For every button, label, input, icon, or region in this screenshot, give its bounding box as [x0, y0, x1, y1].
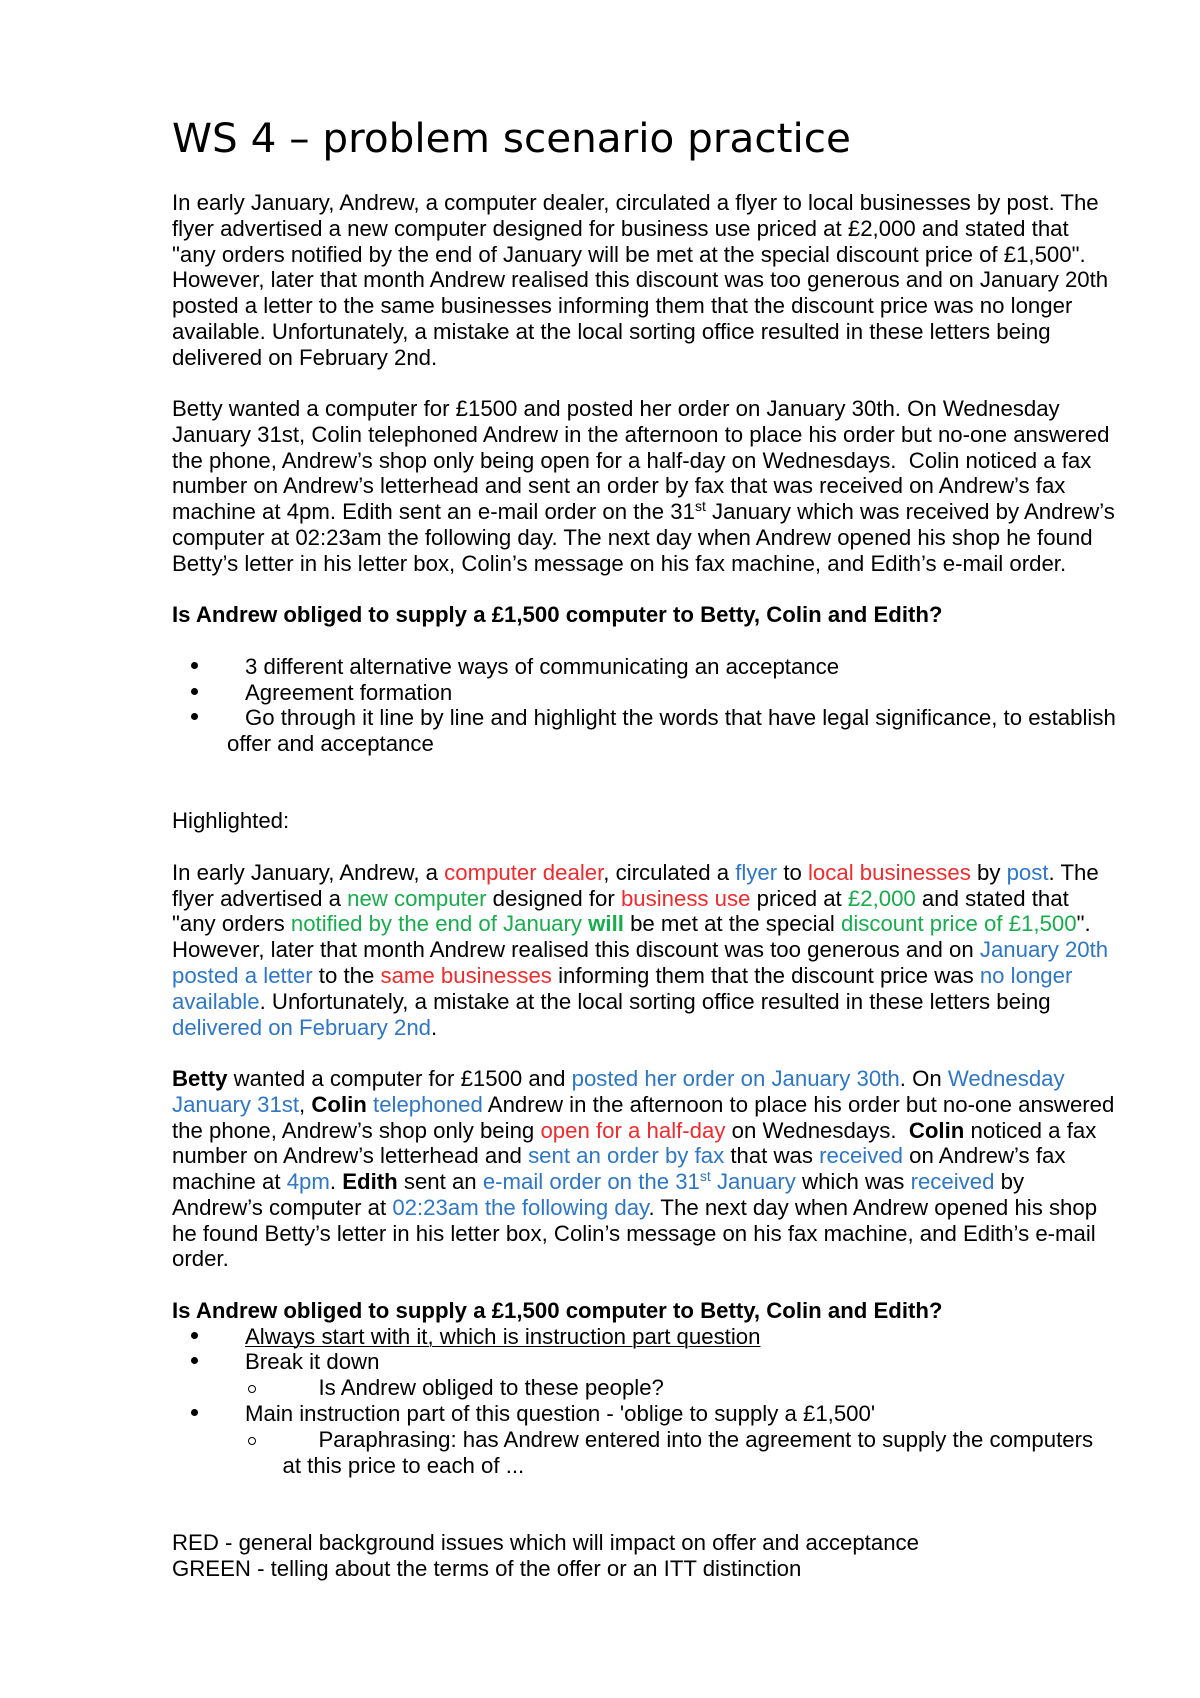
- highlighted-text: January 31st: [172, 1091, 300, 1117]
- text-line: [172, 1118, 1162, 1144]
- highlighted-text: local businesses: [808, 859, 971, 885]
- text-line: [172, 911, 1162, 937]
- highlighted-text: £2,000: [847, 885, 916, 911]
- text-line: [245, 1324, 1162, 1350]
- bold-text: Colin: [908, 1117, 965, 1143]
- text-segment: by: [994, 1169, 1025, 1195]
- text-line: "any orders notified by the end of January will be met at the special discount price of £1,500".: [172, 241, 1086, 267]
- highlighted-text: received: [819, 1143, 904, 1169]
- text-segment: the phone, Andrew’s shop only being: [172, 1117, 541, 1143]
- text-line: Agreement formation: [245, 679, 453, 705]
- text-line: Main instruction part of this question - 'oblige to supply a £1,500': [245, 1400, 876, 1426]
- text-segment: st: [694, 498, 706, 515]
- text-line: [172, 1195, 1162, 1221]
- analysis-list: [172, 1324, 1162, 1479]
- text-segment: . Unfortunately, a mistake at the local sorting office resulted in these letters being: [259, 988, 1051, 1014]
- text-segment: designed for: [486, 885, 621, 911]
- text-segment: wanted a computer for £1500 and: [227, 1066, 572, 1092]
- text-line: delivered on February 2nd.: [172, 344, 438, 370]
- sub-list-item-text: [172, 1427, 1162, 1479]
- text-segment: ".: [1076, 911, 1091, 937]
- highlighted-text: 02:23am the following day: [392, 1194, 649, 1220]
- text-line: order.: [172, 1246, 229, 1272]
- document-title: WS 4 – problem scenario practice: [172, 114, 851, 162]
- text-line: computer at 02:23am the following day. The next day when Andrew opened his shop he found: [172, 524, 1093, 550]
- highlighted-text: e-mail order on the 31: [482, 1169, 700, 1195]
- highlighted-text: no longer: [979, 962, 1073, 988]
- text-line: [172, 1143, 1162, 1169]
- highlighted-text: Wednesday: [947, 1066, 1065, 1092]
- text-segment: flyer advertised a: [172, 885, 348, 911]
- text-line: [172, 963, 1162, 989]
- text-line: Is Andrew obliged to these people?: [318, 1375, 664, 1401]
- text-segment: sent an: [397, 1169, 483, 1195]
- highlighted-text: posted a letter: [172, 962, 313, 988]
- list-item-text: [172, 654, 1162, 680]
- list-item: [172, 680, 1162, 706]
- text-segment: . The: [1048, 859, 1099, 885]
- text-segment: to: [777, 859, 808, 885]
- highlighted-text: discount price of £1,500: [841, 911, 1077, 937]
- text-line: posted a letter to the same businesses informing them that the discount price was no longer: [172, 293, 1073, 319]
- text-segment: that was: [724, 1143, 820, 1169]
- highlighted-text: notified by the end of January: [290, 911, 582, 937]
- highlighted-text: posted her order on January 30th: [571, 1066, 900, 1092]
- list-item: [172, 1349, 1162, 1375]
- highlighted-text: will: [588, 911, 624, 937]
- highlighted-paragraph: [172, 1066, 1162, 1272]
- list-item: [172, 705, 1162, 757]
- list-item-text: [172, 680, 1162, 706]
- sub-list-item-text: [172, 1375, 1162, 1401]
- text-segment: number on Andrew’s letterhead and: [172, 1143, 529, 1169]
- highlighted-text: open for a half-day: [540, 1117, 726, 1143]
- document-page: [172, 114, 1162, 1581]
- list-item-text: [172, 1401, 1162, 1427]
- text-segment: Andrew’s computer at: [172, 1194, 393, 1220]
- text-line: Break it down: [245, 1349, 380, 1375]
- highlighted-paragraph: [172, 860, 1162, 1040]
- highlighted-text: new computer: [347, 885, 487, 911]
- highlighted-text: January 20th: [979, 937, 1109, 963]
- text-line: flyer advertised a new computer designed for business use priced at £2,000 and stated that: [172, 215, 1069, 241]
- text-line: he found Betty’s letter in his letter box, Colin’s message on his fax machine, and Edith’s e-mail: [172, 1220, 1096, 1246]
- text-line: Betty wanted a computer for £1500 and posted her order on January 30th. On Wednesday: [172, 396, 1060, 422]
- sub-list-item: [172, 1375, 1162, 1401]
- highlighted-text: telephoned: [373, 1091, 483, 1117]
- text-segment: . On: [899, 1066, 948, 1092]
- text-segment: to the: [312, 962, 381, 988]
- text-segment: , circulated a: [603, 859, 736, 885]
- text-segment: January which was received by Andrew’s: [705, 499, 1115, 525]
- scenario-paragraph: [172, 396, 1162, 576]
- highlighted-text: sent an order by fax: [528, 1143, 725, 1169]
- text-segment: In early January, Andrew, a: [172, 859, 445, 885]
- bullet-icon: [191, 1409, 198, 1416]
- text-segment: .: [431, 1014, 438, 1040]
- bullet-icon: [191, 1357, 198, 1364]
- text-segment: . The next day when Andrew opened his shop: [648, 1194, 1098, 1220]
- text-line: However, later that month Andrew realised this discount was too generous and on January 20th: [172, 267, 1109, 293]
- highlighted-text: delivered on February 2nd: [172, 1014, 432, 1040]
- text-line: at this price to each of ...: [282, 1452, 525, 1478]
- bold-text: Edith: [342, 1169, 398, 1195]
- text-segment: which was: [795, 1169, 911, 1195]
- text-line: 3 different alternative ways of communicating an acceptance: [245, 653, 840, 679]
- text-segment: be met at the special: [623, 911, 841, 937]
- text-line: offer and acceptance: [227, 731, 434, 757]
- text-line: [172, 1169, 1162, 1195]
- text-line: January 31st, Colin telephoned Andrew in the afternoon to place his order but no-one answered: [172, 421, 1110, 447]
- bullet-icon: [191, 688, 198, 695]
- bullet-icon: [191, 713, 198, 720]
- text-line: number on Andrew’s letterhead and sent an order by fax that was received on Andrew’s fax: [172, 473, 1066, 499]
- highlighted-text: same businesses: [380, 962, 552, 988]
- legend-red: RED - general background issues which will impact on offer and acceptance: [172, 1529, 919, 1555]
- text-line: [172, 1066, 1162, 1092]
- question-heading: Is Andrew obliged to supply a £1,500 computer to Betty, Colin and Edith?: [172, 1297, 943, 1323]
- highlighted-text: post: [1006, 859, 1049, 885]
- bullet-icon: [191, 662, 198, 669]
- bullet-icon: [191, 1332, 198, 1339]
- text-segment: priced at: [750, 885, 848, 911]
- scenario-paragraph: [172, 190, 1162, 370]
- highlighted-text: January: [710, 1169, 796, 1195]
- highlighted-text: available: [172, 988, 260, 1014]
- list-item: [172, 1324, 1162, 1350]
- text-line: Betty’s letter in his letter box, Colin’s message on his fax machine, and Edith’s e-mail order.: [172, 550, 1067, 576]
- highlighted-text: st: [699, 1168, 711, 1185]
- text-line: Go through it line by line and highlight the words that have legal significance, to establish: [245, 705, 1116, 731]
- text-line: [172, 1015, 1162, 1041]
- text-segment: on Wednesdays.: [725, 1117, 909, 1143]
- legend-green: GREEN - telling about the terms of the offer or an ITT distinction: [172, 1555, 802, 1581]
- text-line: [172, 499, 1162, 525]
- text-segment: and stated that: [915, 885, 1069, 911]
- text-line: [172, 886, 1162, 912]
- notes-list: [172, 654, 1162, 757]
- text-segment: "any orders: [172, 911, 291, 937]
- text-line: [172, 1092, 1162, 1118]
- text-line: the phone, Andrew’s shop only being open for a half-day on Wednesdays. Colin noticed a fax: [172, 447, 1092, 473]
- list-item: [172, 1401, 1162, 1427]
- text-line: [172, 937, 1162, 963]
- text-line: [172, 989, 1162, 1015]
- sub-list-item: [172, 1427, 1162, 1479]
- text-segment: Andrew in the afternoon to place his order but no-one answered: [482, 1091, 1115, 1117]
- underlined-text: Always start with it, which is instruction part question: [245, 1323, 761, 1349]
- text-segment: .: [329, 1169, 343, 1195]
- highlighted-text: computer dealer: [444, 859, 604, 885]
- list-item-text: [172, 705, 1162, 757]
- text-segment: machine at: [172, 1169, 287, 1195]
- text-line: [172, 860, 1162, 886]
- highlighted-text: 4pm: [286, 1169, 330, 1195]
- highlighted-text: received: [910, 1169, 995, 1195]
- text-segment: on Andrew’s fax: [903, 1143, 1066, 1169]
- list-item: [172, 654, 1162, 680]
- text-line: available. Unfortunately, a mistake at the local sorting office resulted in these letters being: [172, 318, 1051, 344]
- text-segment: by: [970, 859, 1007, 885]
- bold-text: Betty: [172, 1066, 228, 1092]
- text-segment: ,: [299, 1091, 312, 1117]
- highlighted-text: flyer: [735, 859, 778, 885]
- text-segment: machine at 4pm. Edith sent an e-mail order on the 31: [172, 499, 695, 525]
- hollow-bullet-icon: [248, 1437, 256, 1445]
- question-heading: Is Andrew obliged to supply a £1,500 computer to Betty, Colin and Edith?: [172, 602, 943, 628]
- bold-text: Colin: [311, 1091, 367, 1117]
- text-segment: informing them that the discount price was: [551, 962, 980, 988]
- text-segment: noticed a fax: [964, 1117, 1097, 1143]
- highlighted-label: Highlighted:: [172, 808, 290, 834]
- text-line: In early January, Andrew, a computer dealer, circulated a flyer to local businesses by post. The: [172, 190, 1099, 215]
- list-item-text: [172, 1349, 1162, 1375]
- highlighted-text: business use: [620, 885, 751, 911]
- text-line: Paraphrasing: has Andrew entered into the agreement to supply the computers: [318, 1426, 1094, 1452]
- list-item-text: [172, 1324, 1162, 1350]
- text-segment: However, later that month Andrew realised this discount was too generous and on: [172, 937, 980, 963]
